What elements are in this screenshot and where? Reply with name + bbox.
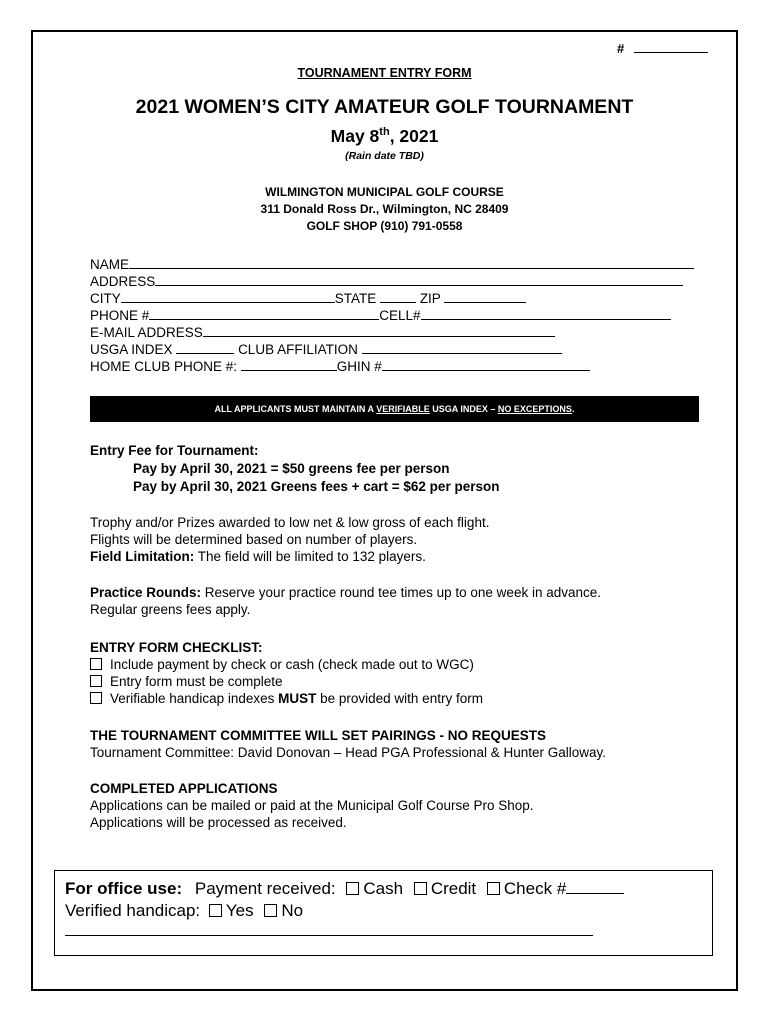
credit-label: Credit — [430, 879, 477, 898]
banner-text-3: USGA INDEX – — [429, 404, 498, 414]
checklist-item-2 — [90, 673, 283, 690]
practice-rounds — [90, 584, 601, 601]
city-field[interactable] — [121, 290, 335, 303]
verified-handicap-label: Verified handicap: — [65, 901, 201, 920]
zip-label: ZIP — [419, 291, 441, 306]
address-row — [90, 273, 683, 289]
rain-date: (Rain date TBD) — [345, 150, 424, 162]
no-checkbox[interactable] — [264, 904, 277, 917]
office-handicap-row — [65, 901, 303, 921]
applications-line-1: Applications can be mailed or paid at the Municipal Golf Course Pro Shop. — [90, 798, 534, 813]
practice-rounds-text-2: Regular greens fees apply. — [90, 602, 251, 617]
venue-name: WILMINGTON MUNICIPAL GOLF COURSE — [265, 185, 504, 199]
club-label: CLUB AFFILIATION — [238, 342, 358, 357]
name-row — [90, 256, 694, 272]
checkbox-icon[interactable] — [90, 692, 102, 704]
name-field[interactable] — [129, 256, 694, 269]
credit-checkbox[interactable] — [414, 882, 427, 895]
cash-label: Cash — [363, 879, 404, 898]
checklist-heading: ENTRY FORM CHECKLIST: — [90, 640, 263, 655]
venue-phone: GOLF SHOP (910) 791-0558 — [306, 219, 463, 233]
committee-heading: THE TOURNAMENT COMMITTEE WILL SET PAIRINGS - NO REQUESTS — [90, 728, 547, 743]
banner-text-no-exceptions: NO EXCEPTIONS — [497, 404, 572, 414]
state-field[interactable] — [380, 290, 416, 303]
office-notes-line[interactable] — [65, 935, 593, 936]
checklist-item-2-text: Entry form must be complete — [110, 674, 283, 689]
checklist-item-3-post: be provided with entry form — [316, 691, 483, 706]
page-border — [31, 30, 738, 991]
form-label: TOURNAMENT ENTRY FORM — [297, 66, 472, 80]
name-label: NAME — [90, 257, 130, 272]
no-label: No — [281, 901, 304, 920]
city-row — [90, 290, 526, 306]
flights-text: Flights will be determined based on number of players. — [90, 532, 418, 547]
club-field[interactable] — [362, 341, 562, 354]
home-phone-row — [90, 358, 590, 374]
payment-received-label: Payment received: — [194, 879, 336, 898]
phone-row — [90, 307, 671, 323]
cell-label: CELL# — [379, 308, 421, 323]
practice-rounds-label: Practice Rounds: — [90, 585, 202, 600]
practice-rounds-text: Reserve your practice round tee times up to one week in advance. — [201, 585, 602, 600]
applications-heading: COMPLETED APPLICATIONS — [90, 781, 278, 796]
fee-line-1: Pay by April 30, 2021 = $50 greens fee per person — [133, 461, 450, 476]
index-requirement-banner — [90, 396, 699, 422]
entry-number-blank[interactable] — [634, 40, 708, 53]
usga-label: USGA INDEX — [90, 342, 173, 357]
check-number-field[interactable] — [566, 879, 624, 894]
date-year: , 2021 — [389, 126, 439, 146]
checklist-item-1-text: Include payment by check or cash (check made out to WGC) — [110, 657, 474, 672]
date-main: May 8 — [330, 126, 380, 146]
check-label: Check # — [503, 879, 567, 898]
home-phone-field[interactable] — [241, 358, 337, 371]
office-payment-row — [65, 879, 624, 899]
tournament-title: 2021 WOMEN’S CITY AMATEUR GOLF TOURNAMENT — [135, 96, 634, 118]
date-suffix: th — [379, 126, 390, 139]
usga-field[interactable] — [176, 341, 234, 354]
banner-text-verifiable: VERIFIABLE — [376, 404, 430, 414]
email-label: E-MAIL ADDRESS — [90, 325, 203, 340]
ghin-label: GHIN # — [336, 359, 382, 374]
check-checkbox[interactable] — [487, 882, 500, 895]
city-label: CITY — [90, 291, 121, 306]
address-label: ADDRESS — [90, 274, 156, 289]
home-phone-label: HOME CLUB PHONE #: — [90, 359, 238, 374]
checklist-item-3-pre: Verifiable handicap indexes — [110, 691, 279, 706]
checklist-item-1 — [90, 656, 474, 673]
trophy-text: Trophy and/or Prizes awarded to low net & low gross of each flight. — [90, 515, 490, 530]
usga-row — [90, 341, 562, 357]
field-limitation — [90, 548, 426, 565]
ghin-field[interactable] — [382, 358, 590, 371]
committee-text: Tournament Committee: David Donovan – Head PGA Professional & Hunter Galloway. — [90, 745, 606, 760]
office-use-box — [54, 870, 713, 956]
address-field[interactable] — [155, 273, 683, 286]
banner-text-1: ALL APPLICANTS MUST MAINTAIN A — [214, 404, 377, 414]
entry-number-label: # — [617, 41, 625, 56]
entry-number — [617, 40, 708, 56]
fee-heading: Entry Fee for Tournament: — [90, 443, 259, 458]
yes-checkbox[interactable] — [209, 904, 222, 917]
cell-field[interactable] — [421, 307, 671, 320]
checkbox-icon[interactable] — [90, 658, 102, 670]
field-limitation-text: The field will be limited to 132 players. — [194, 549, 426, 564]
venue-address: 311 Donald Ross Dr., Wilmington, NC 28409 — [260, 202, 509, 216]
applications-line-2: Applications will be processed as received. — [90, 815, 347, 830]
email-row — [90, 324, 555, 340]
fee-line-2: Pay by April 30, 2021 Greens fees + cart = $62 per person — [133, 479, 500, 494]
tournament-date — [31, 126, 738, 147]
checklist-item-3-bold: MUST — [278, 691, 317, 706]
checkbox-icon[interactable] — [90, 675, 102, 687]
office-use-label: For office use: — [65, 879, 183, 898]
phone-field[interactable] — [149, 307, 379, 320]
checklist-item-3 — [90, 690, 483, 707]
yes-label: Yes — [225, 901, 254, 920]
banner-text-5: . — [571, 404, 575, 414]
cash-checkbox[interactable] — [346, 882, 359, 895]
state-label: STATE — [334, 291, 377, 306]
email-field[interactable] — [203, 324, 555, 337]
zip-field[interactable] — [444, 290, 526, 303]
field-limitation-label: Field Limitation: — [90, 549, 195, 564]
phone-label: PHONE # — [90, 308, 150, 323]
